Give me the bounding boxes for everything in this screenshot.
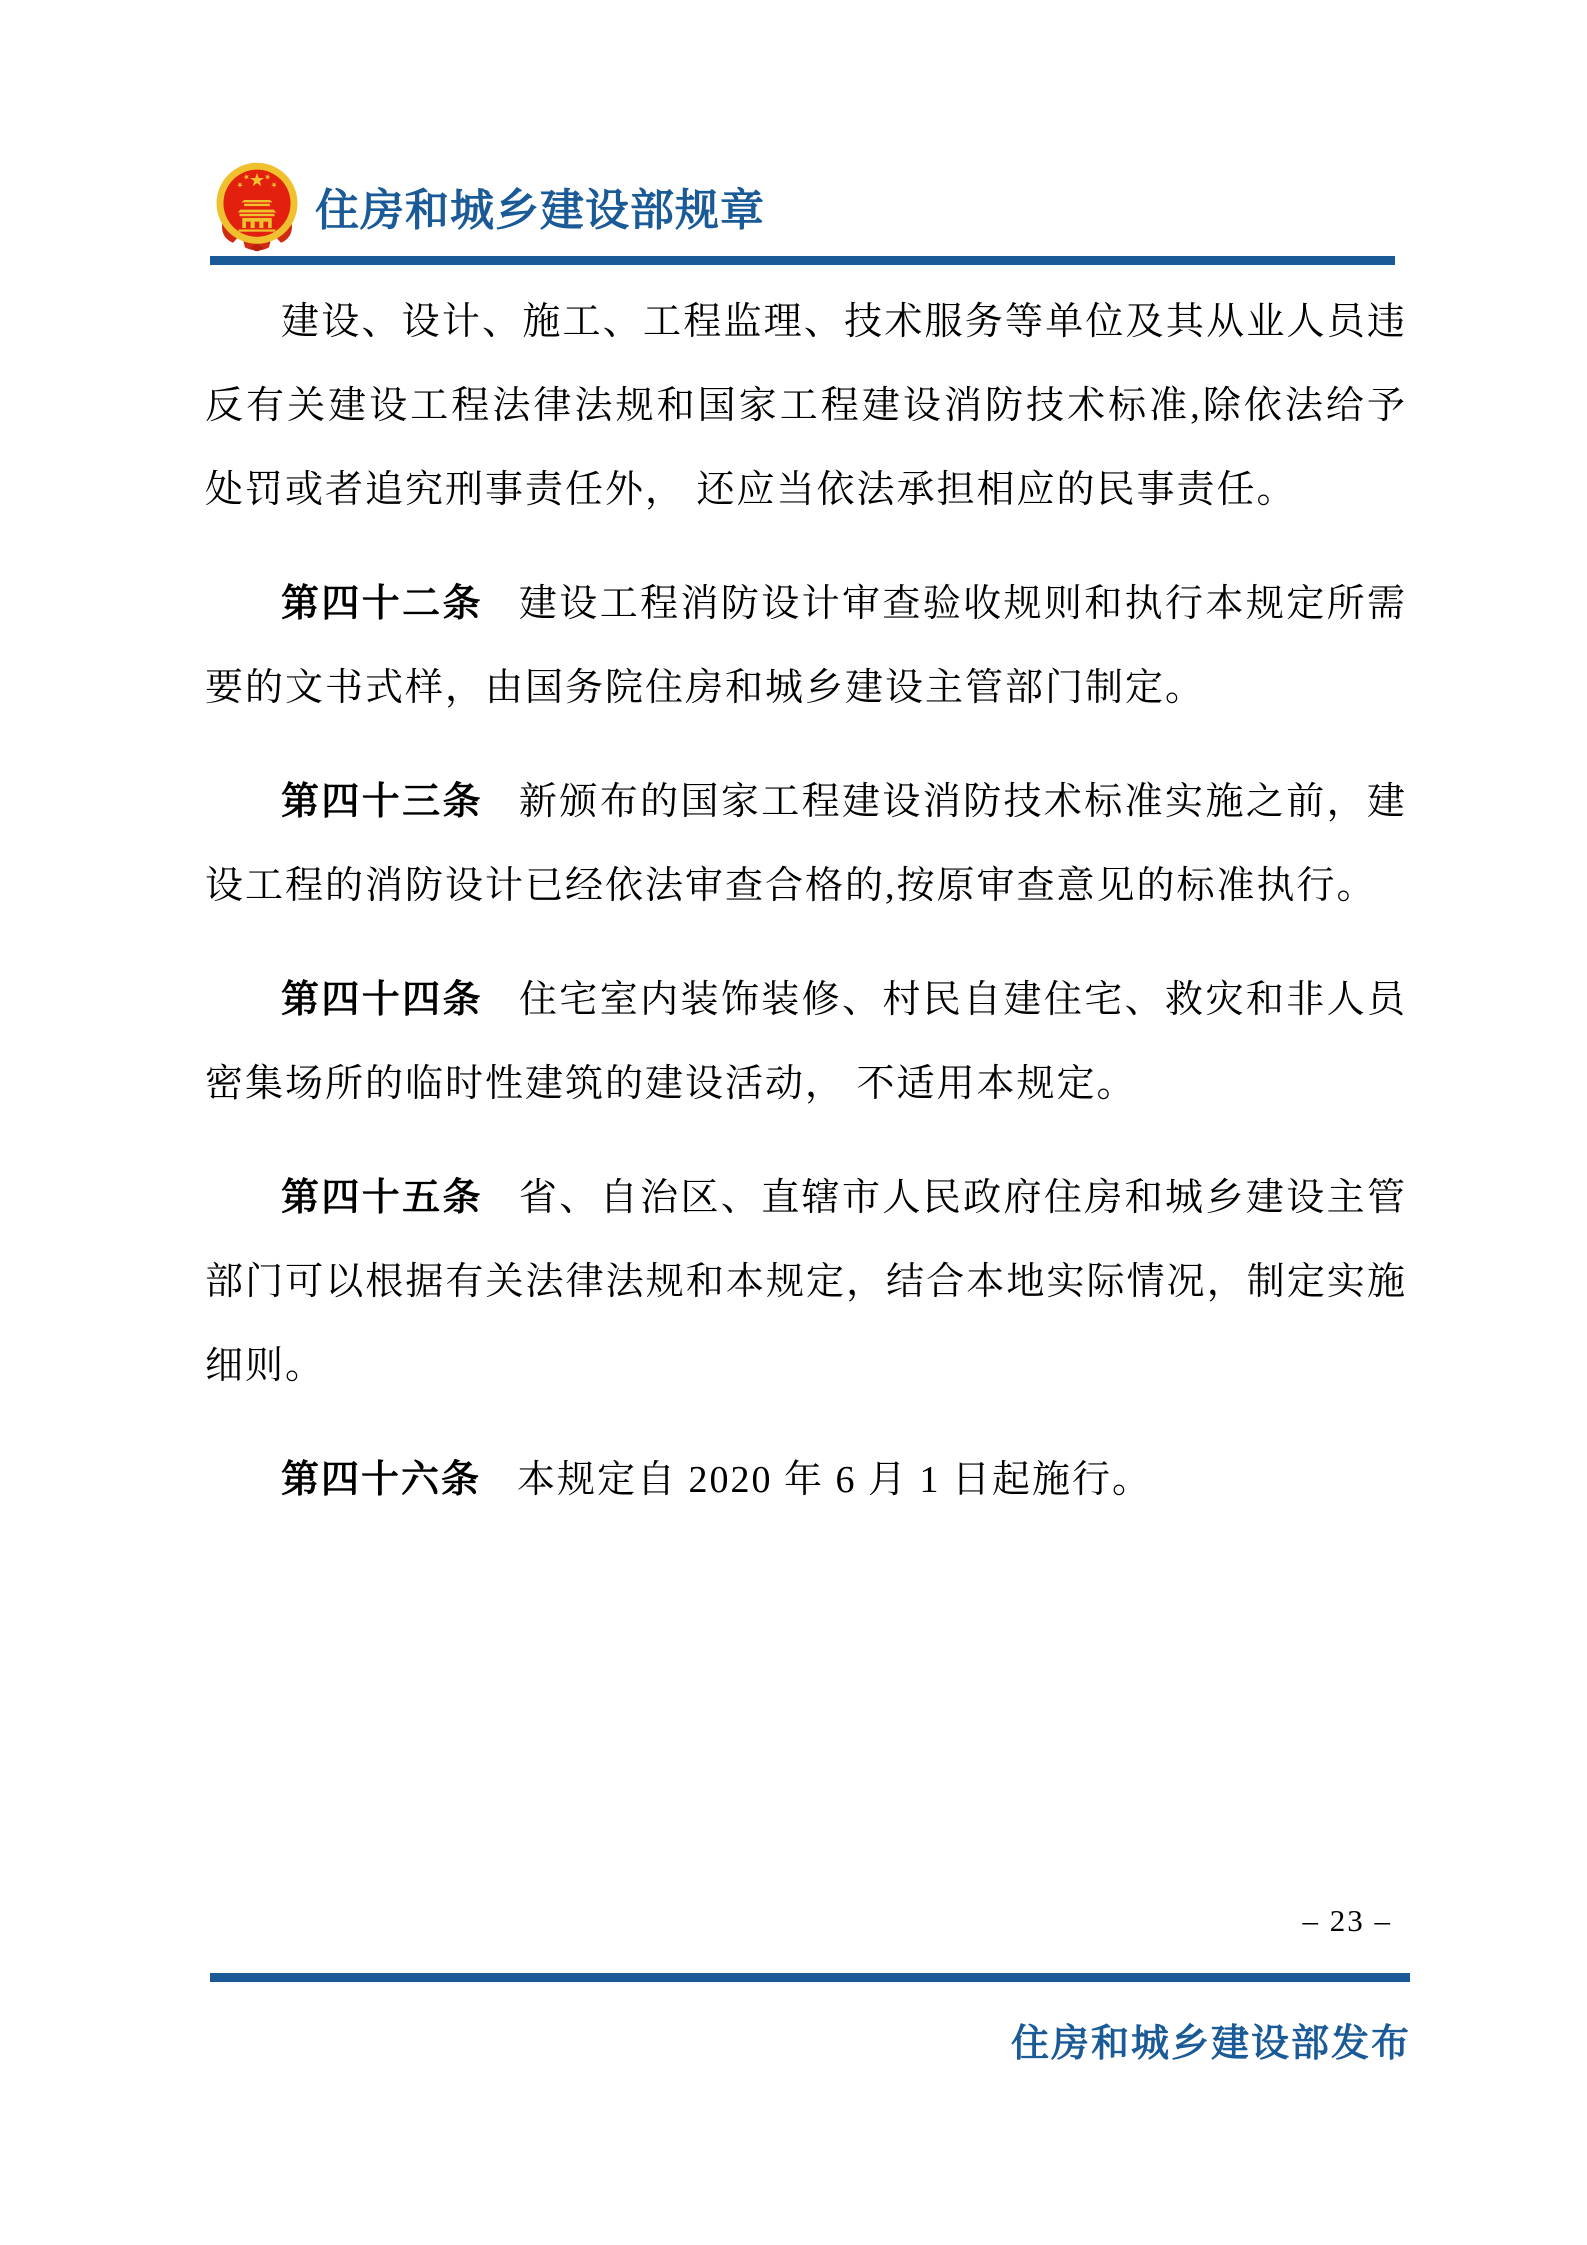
- footer-divider: [210, 1973, 1410, 1982]
- article-number: 第四十三条: [281, 781, 483, 823]
- article-paragraph: [205, 958, 1407, 1126]
- article-number: 第四十四条: [281, 979, 483, 1021]
- page-header: [207, 160, 1407, 252]
- article-number: 第四十六条: [281, 1459, 482, 1501]
- article-text: 省、自治区、直辖市人民政府住房和城乡建设主管部门可以根据有关法律法规和本规定，结合本地实际情况，制定实施细则。: [205, 1177, 1407, 1387]
- article-paragraph: [205, 280, 1407, 532]
- article-number: 第四十五条: [281, 1177, 483, 1219]
- article-text: 住宅室内装饰装修、村民自建住宅、救灾和非人员密集场所的临时性建筑的建设活动， 不适用本规定。: [205, 979, 1407, 1105]
- article-paragraph: [205, 562, 1407, 730]
- article-paragraph: [205, 760, 1407, 928]
- article-text: 本规定自 2020 年 6 月 1 日起施行。: [517, 1459, 1153, 1501]
- article-number: 第四十二条: [281, 583, 483, 625]
- article-text: 建设工程消防设计审查验收规则和执行本规定所需要的文书式样，由国务院住房和城乡建设主管部门制定。: [205, 583, 1407, 709]
- page-title: 住房和城乡建设部规章: [315, 186, 765, 235]
- header-divider: [210, 256, 1395, 265]
- article-text: 建设、设计、施工、工程监理、技术服务等单位及其从业人员违反有关建设工程法律法规和国家工程建设消防技术标准,除依法给予处罚或者追究刑事责任外， 还应当依法承担相应的民事责任。: [205, 301, 1407, 511]
- article-text: 新颁布的国家工程建设消防技术标准实施之前，建设工程的消防设计已经依法审查合格的,按原审查意见的标准执行。: [205, 781, 1407, 907]
- article-list: [205, 280, 1407, 1552]
- national-emblem-icon: [207, 160, 307, 252]
- page-number: – 23 –: [1302, 1903, 1392, 1938]
- article-paragraph: [205, 1438, 1407, 1522]
- footer-publisher: 住房和城乡建设部发布: [1010, 2023, 1411, 2065]
- article-paragraph: [205, 1156, 1407, 1408]
